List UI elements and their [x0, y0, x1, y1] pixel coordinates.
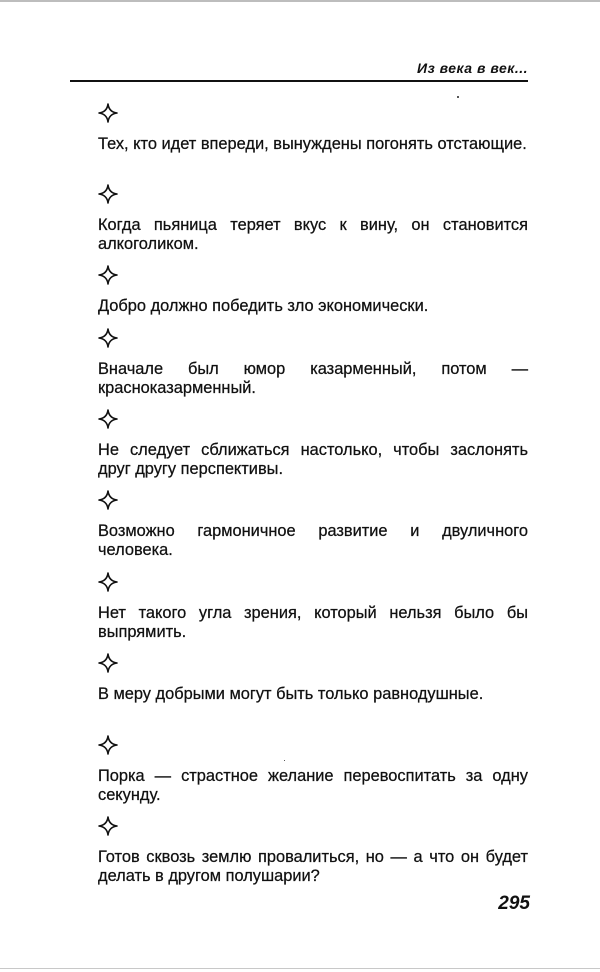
aphorism-text: В меру добрыми могут быть только равнодушные. — [98, 685, 484, 703]
print-speck — [457, 96, 459, 98]
four-point-star-icon — [98, 409, 118, 429]
four-point-star-icon — [98, 653, 118, 673]
four-point-star-icon — [98, 265, 118, 285]
page-number: 295 — [498, 893, 530, 914]
aphorism-text: Вначале был юмор казарменный, потом — красноказарменный. — [98, 360, 528, 397]
four-point-star-icon — [98, 184, 118, 204]
aphorism-text: Добро должно победить зло экономически. — [98, 297, 429, 315]
four-point-star-icon — [98, 328, 118, 348]
four-point-star-icon — [98, 490, 118, 510]
four-point-star-icon — [98, 103, 118, 123]
page-bottom-edge — [0, 968, 600, 969]
aphorism-text: Нет такого угла зрения, который нельзя было бы выпрямить. — [98, 604, 528, 641]
four-point-star-icon — [98, 735, 118, 755]
print-speck — [284, 760, 285, 761]
four-point-star-icon — [98, 816, 118, 836]
header-rule — [70, 80, 528, 82]
aphorism-text: Возможно гармоничное развитие и двуличного человека. — [98, 522, 528, 559]
aphorism-text: Порка — страстное желание перевоспитать за одну секунду. — [98, 767, 528, 804]
aphorism-text: Когда пьяница теряет вкус к вину, он становится алкоголиком. — [98, 216, 528, 253]
page-top-edge — [0, 0, 600, 2]
four-point-star-icon — [98, 572, 118, 592]
aphorism-text: Не следует сближаться настолько, чтобы заслонять друг другу перспективы. — [98, 441, 528, 478]
aphorism-text: Готов сквозь землю провалиться, но — а что он будет делать в другом полушарии? — [98, 848, 528, 885]
running-head: Из века в век... — [417, 60, 528, 76]
aphorism-text: Тех, кто идет впереди, вынуждены погонять отстающие. — [98, 135, 527, 153]
